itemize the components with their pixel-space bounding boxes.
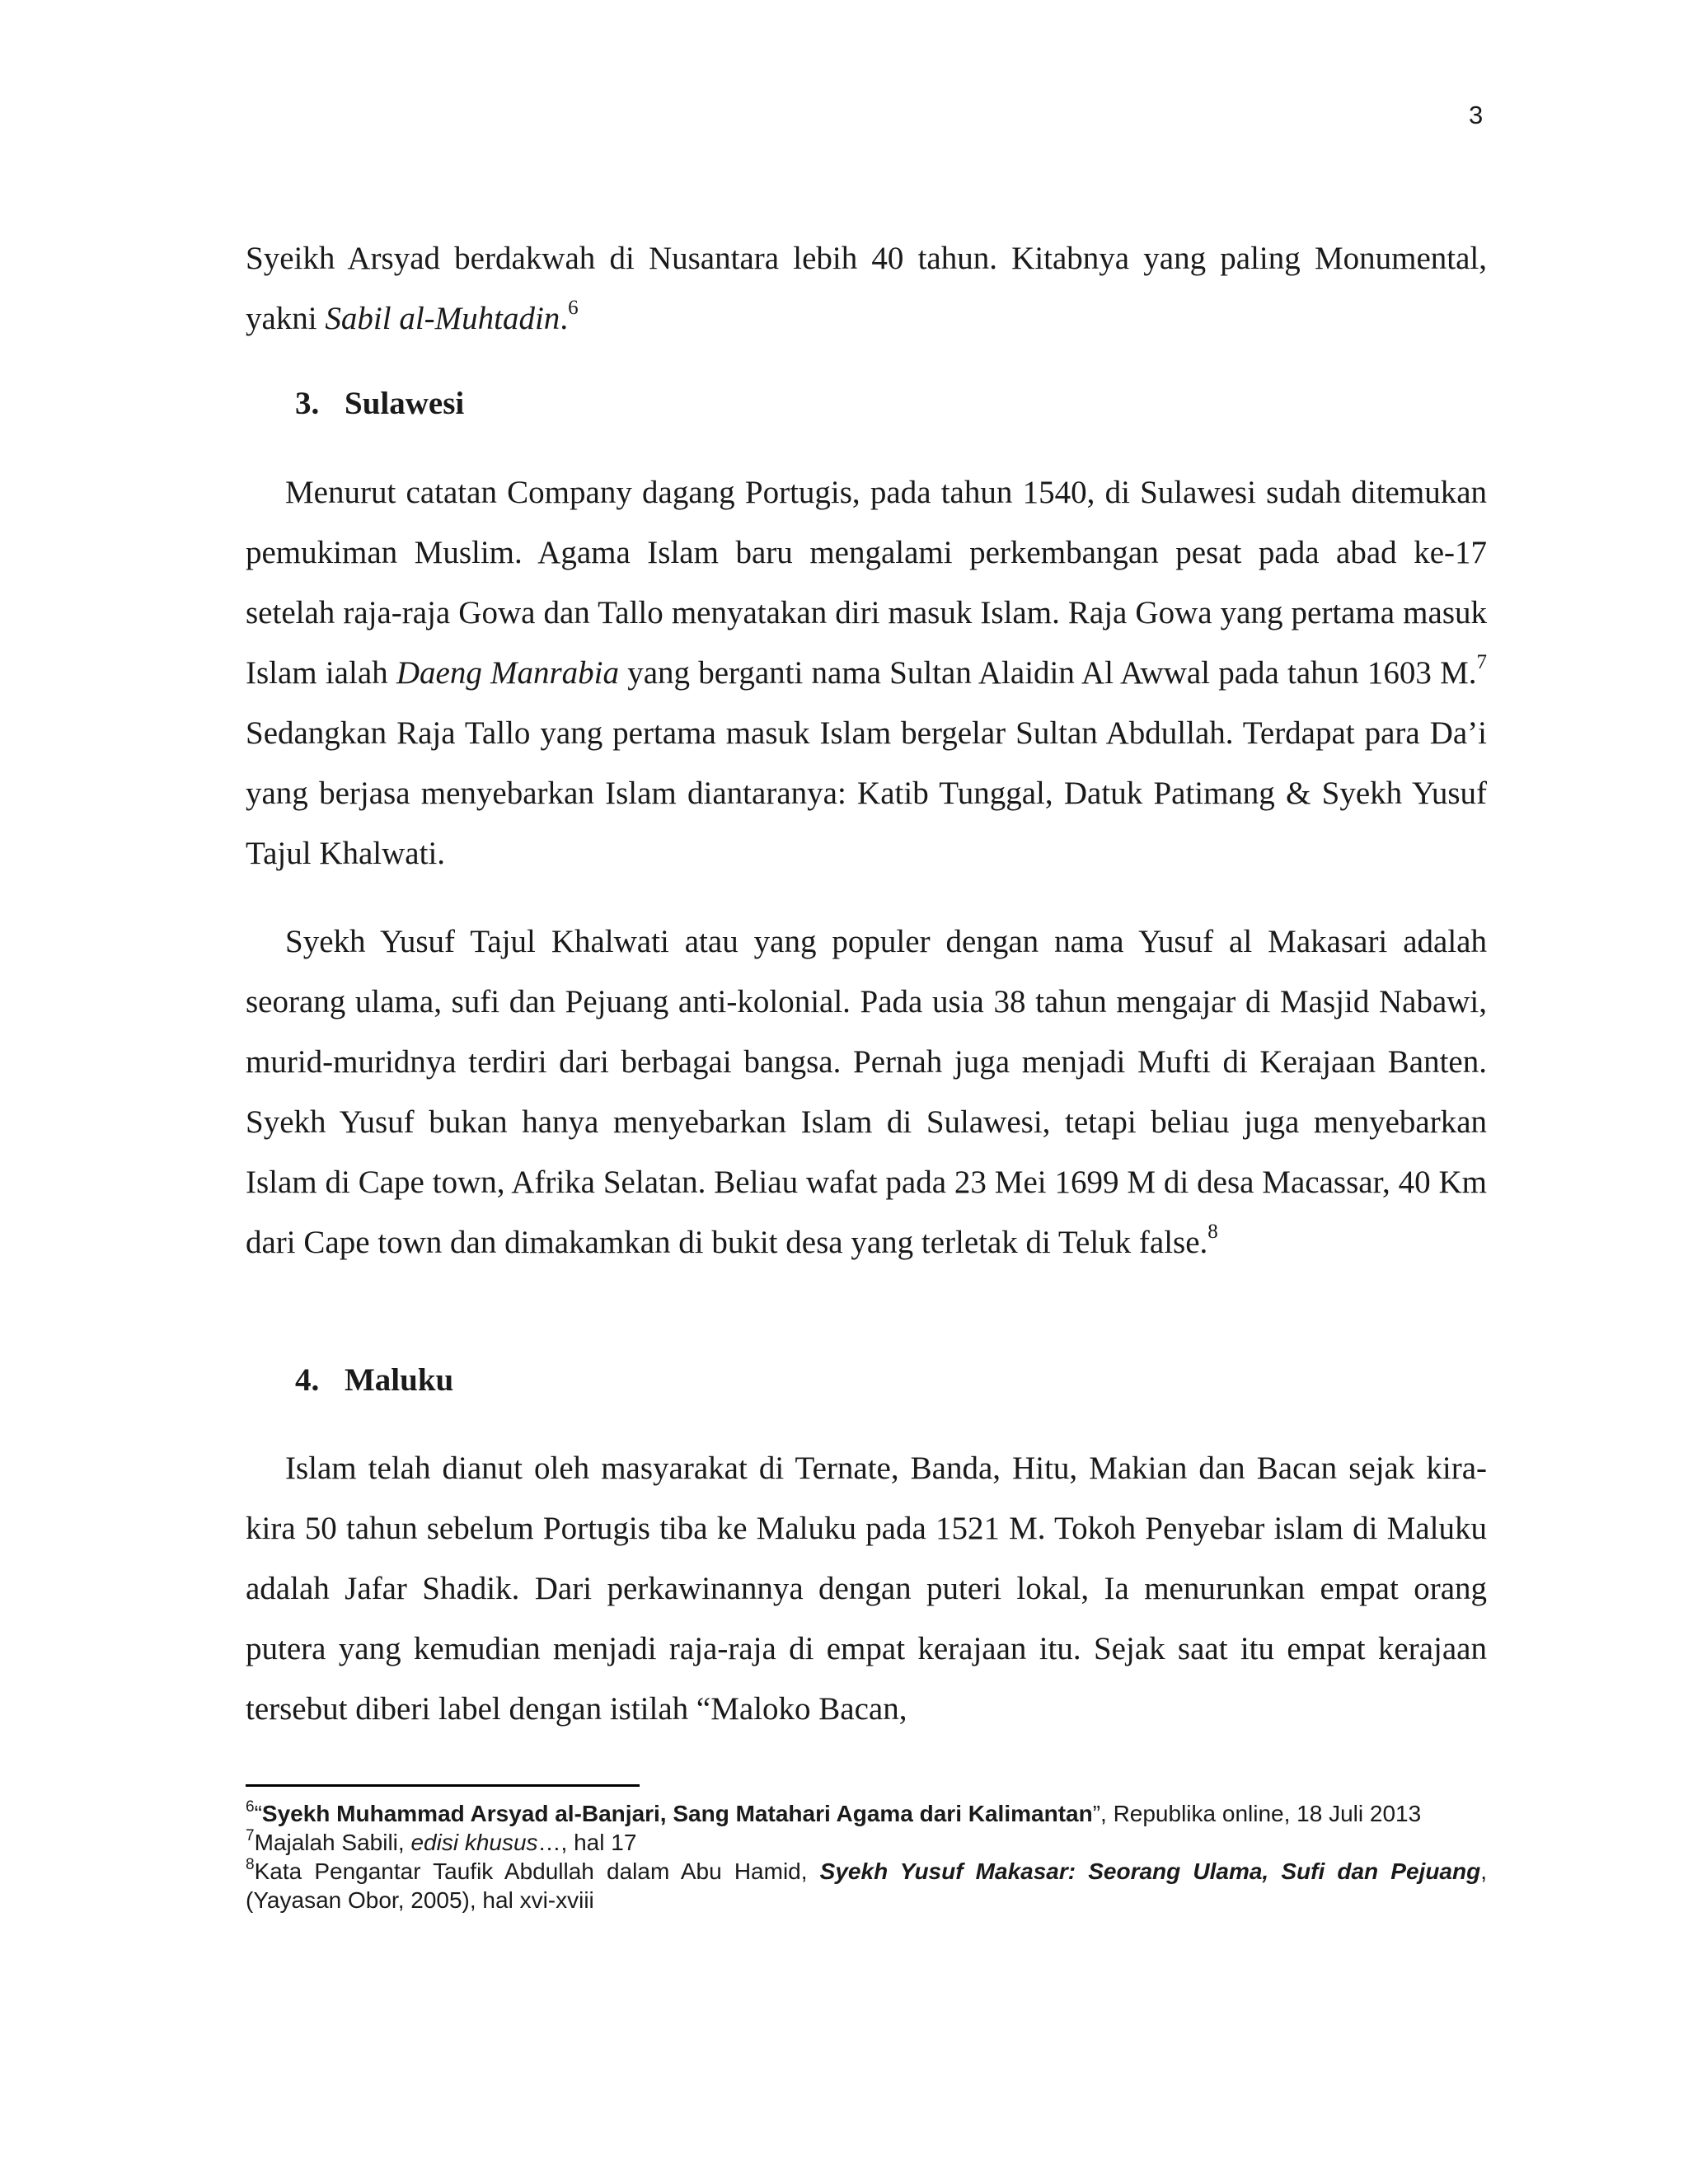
footnote-text: Majalah Sabili, bbox=[254, 1830, 411, 1855]
paragraph-text: Syeikh Arsyad berdakwah di Nusantara lebih 40 tahun. Kitabnya yang paling Monumental, yakni bbox=[246, 241, 1487, 336]
footnote-number: 6 bbox=[246, 1798, 255, 1816]
footnote-ref-7: 7 bbox=[1476, 651, 1488, 673]
sentence-end: . bbox=[560, 301, 569, 336]
footnote-ref-6: 6 bbox=[568, 297, 579, 319]
section-heading-sulawesi bbox=[295, 385, 464, 422]
footnote-text: Kata Pengantar Taufik Abdullah dalam Abu Hamid, bbox=[254, 1858, 820, 1884]
footnote-text: …, hal 17 bbox=[537, 1830, 637, 1855]
book-title: Syekh Yusuf Makasar: Seorang Ulama, Sufi dan Pejuang bbox=[819, 1858, 1481, 1884]
article-title: Syekh Muhammad Arsyad al-Banjari, Sang Matahari Agama dari Kalimantan bbox=[261, 1801, 1093, 1826]
section-number: 3. bbox=[295, 386, 320, 421]
footnote-ref-8: 8 bbox=[1207, 1221, 1218, 1243]
footnote-6 bbox=[246, 1799, 1487, 1828]
section-title: Sulawesi bbox=[345, 386, 465, 421]
paragraph-text: Menurut catatan Company dagang Portugis, pada tahun 1540, di Sulawesi sudah ditemukan pemukiman Muslim. Agama Islam baru mengalami perkembangan pesat pada abad ke-17 setelah raja-raja Gowa dan Tallo menyatakan diri masuk Islam. Raja Gowa yang pertama masuk Islam ialah bbox=[246, 475, 1487, 691]
paragraph-text: Syekh Yusuf Tajul Khalwati atau yang populer dengan nama Yusuf al Makasari adalah seorang ulama, sufi dan Pejuang anti-kolonial. Pada usia 38 tahun mengajar di Masjid Nabawi, murid-muridnya terdiri dari berbagai bangsa. Pernah juga menjadi Mufti di Kerajaan Banten. Syekh Yusuf bukan hanya menyebarkan Islam di Sulawesi, tetapi beliau juga menyebarkan Islam di Cape town, Afrika Selatan. Beliau wafat pada 23 Mei 1699 M di desa Macassar, 40 Km dari Cape town dan dimakamkan di bukit desa yang terletak di Teluk false. bbox=[246, 924, 1487, 1260]
footnote-number: 8 bbox=[246, 1856, 255, 1873]
paragraph-sulawesi bbox=[246, 462, 1487, 883]
section-title: Maluku bbox=[345, 1362, 454, 1398]
footnote-7 bbox=[246, 1828, 1487, 1857]
paragraph-maluku bbox=[246, 1438, 1487, 1739]
paragraph-arsyad bbox=[246, 228, 1487, 349]
paragraph-syekh-yusuf bbox=[246, 912, 1487, 1272]
footnote-8 bbox=[246, 1857, 1487, 1915]
book-title: Sabil al-Muhtadin bbox=[325, 301, 560, 336]
paragraph-text: Sedangkan Raja Tallo yang pertama masuk Islam bergelar Sultan Abdullah. Terdapat para Da’i yang berjasa menyebarkan Islam diantaranya: Katib Tunggal, Datuk Patimang & Syekh Yusuf Tajul Khalwati. bbox=[246, 715, 1487, 871]
section-number: 4. bbox=[295, 1362, 320, 1398]
section-heading-maluku bbox=[295, 1361, 453, 1399]
footnotes bbox=[246, 1799, 1487, 1915]
page-number: 3 bbox=[1469, 101, 1484, 129]
paragraph-text: yang berganti nama Sultan Alaidin Al Awwal pada tahun 1603 M. bbox=[619, 655, 1477, 691]
person-name: Daeng Manrabia bbox=[396, 655, 620, 691]
paragraph-text: Islam telah dianut oleh masyarakat di Ternate, Banda, Hitu, Makian dan Bacan sejak kira-kira 50 tahun sebelum Portugis tiba ke Maluku pada 1521 M. Tokoh Penyebar islam di Maluku adalah Jafar Shadik. Dari perkawinannya dengan puteri lokal, Ia menurunkan empat orang putera yang kemudian menjadi raja-raja di empat kerajaan itu. Sejak saat itu empat kerajaan tersebut diberi label dengan istilah “Maloko Bacan, bbox=[246, 1451, 1487, 1727]
footnote-text: , (Yayasan Obor, 2005), hal xvi-xviii bbox=[246, 1858, 1487, 1913]
footnote-text: ”, Republika online, 18 Juli 2013 bbox=[1092, 1801, 1422, 1826]
quote-open: “ bbox=[254, 1801, 262, 1826]
footnote-separator bbox=[246, 1784, 640, 1787]
edition-title: edisi khusus bbox=[410, 1830, 538, 1855]
footnote-number: 7 bbox=[246, 1827, 255, 1844]
